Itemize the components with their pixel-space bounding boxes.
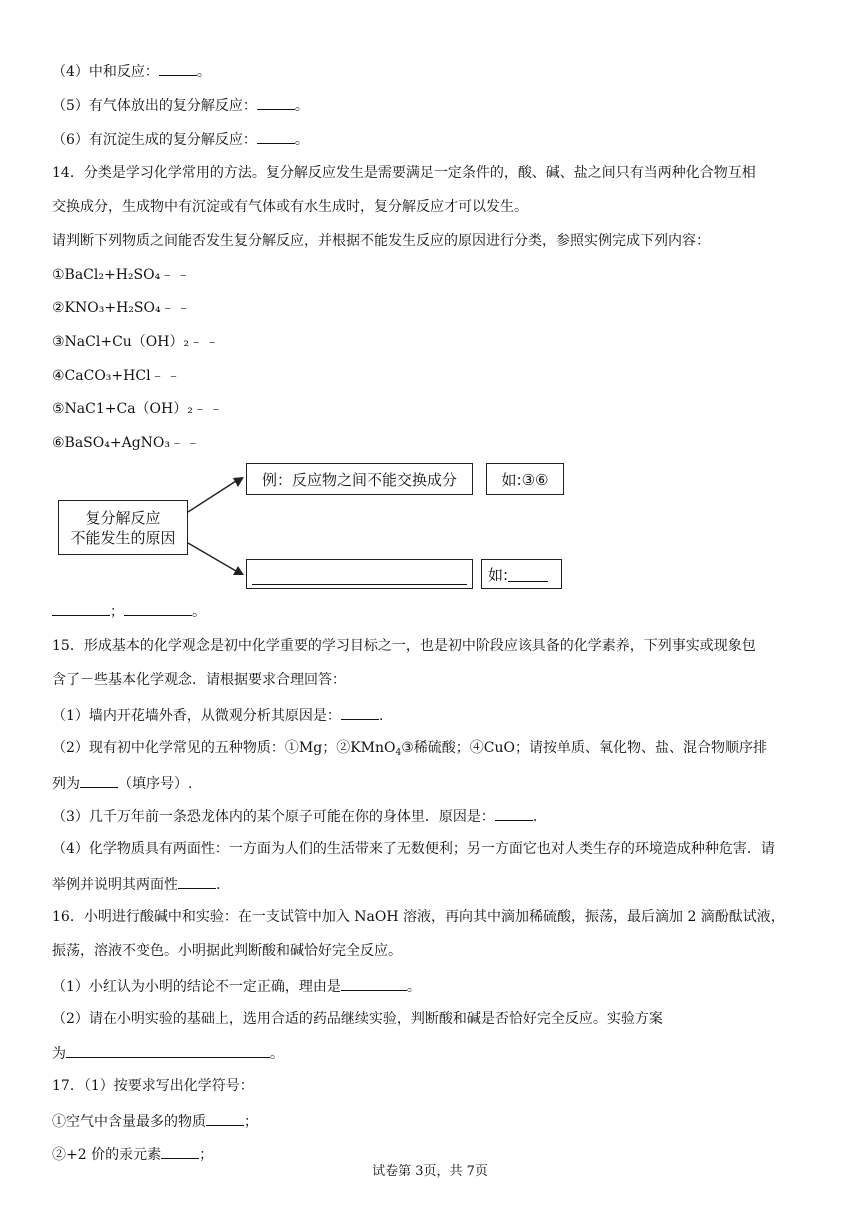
reaction-2: ②KNO₃+H₂SO₄﹣﹣: [52, 300, 193, 316]
answer-blank[interactable]: [341, 976, 407, 991]
q16-text-line-1: 16．小明进行酸碱中和实验：在一支试管中加入 NaOH 溶液，再向其中滴加稀硫酸，振荡，最后滴加 2 滴酚酞试液，: [52, 909, 785, 925]
q16-text-line-2: 振荡，溶液不变色。小明据此判断酸和碱恰好完全反应。: [52, 943, 402, 959]
q15-item-2: （2）现有初中化学常见的五种物质：①Mg；②KMnO$_4$③稀硫酸；④CuO；请按单质、氧化物、盐、混合物顺序排: [52, 740, 767, 758]
q16-item-2: （2）请在小明实验的基础上，选用合适的药品继续实验，判断酸和碱是否恰好完全反应。实验方案: [52, 1011, 663, 1027]
reaction-1: ①BaCl₂+H₂SO₄﹣﹣: [52, 267, 193, 283]
q16-item-2-continued: 为 。: [52, 1043, 284, 1063]
answer-blank[interactable]: [257, 129, 295, 144]
reaction-6: ⑥BaSO₄+AgNO₃﹣﹣: [52, 435, 203, 451]
q15-text-line-2: 含了－些基本化学观念．请根据要求合理回答：: [52, 672, 346, 688]
answer-blank[interactable]: [252, 570, 467, 585]
q17-item-1: ①空气中含量最多的物质 ；: [52, 1111, 258, 1131]
q16-item-1: （1）小红认为小明的结论不一定正确，理由是 。: [52, 976, 421, 996]
answer-blank[interactable]: [124, 601, 192, 616]
q13-item-4: （4）中和反应： 。: [52, 61, 211, 81]
q17-heading: 17．（1）按要求写出化学符号：: [52, 1078, 254, 1094]
q15-item-1: （1）墙内开花墙外香，从微观分析其原因是： .: [52, 705, 383, 725]
q13-item-5: （5）有气体放出的复分解反应： 。: [52, 95, 309, 115]
q14-text-line-2: 交换成分，生成物中有沉淀或有气体或有水生成时，复分解反应才可以发生。: [52, 199, 528, 215]
root-box: 复分解反应 不能发生的原因: [58, 500, 188, 555]
q14-instruction: 请判断下列物质之间能否发生复分解反应，并根据不能发生反应的原因进行分类，参照实例完成下列内容：: [52, 233, 710, 249]
q14-text-line-1: 14．分类是学习化学常用的方法。复分解反应发生是需要满足一定条件的，酸、碱、盐之间只有当两种化合物互相: [52, 165, 756, 181]
answer-blank[interactable]: [80, 773, 118, 788]
answer-blank[interactable]: [206, 1111, 244, 1126]
q15-item-3: （3）几千万年前一条恐龙体内的某个原子可能在你的身体里．原因是： .: [52, 806, 537, 826]
answer-blank[interactable]: [161, 1144, 199, 1159]
answer-blank[interactable]: [495, 806, 533, 821]
q13-item-6: （6）有沉淀生成的复分解反应： 。: [52, 129, 309, 149]
example-box: 例：反应物之间不能交换成分: [246, 463, 473, 495]
answer-blank[interactable]: [52, 601, 110, 616]
q15-item-4: （4）化学物质具有两面性：一方面为人们的生活带来了无数便利；另一方面它也对人类生存的环境造成种种危害．请: [52, 841, 775, 857]
answer-blank[interactable]: [159, 61, 197, 76]
example-reference-box: 如:③⑥: [486, 463, 564, 495]
answer-reason-box[interactable]: [246, 559, 473, 589]
answer-blank[interactable]: [66, 1043, 270, 1058]
reaction-3: ③NaCl+Cu（OH）₂﹣﹣: [52, 334, 222, 350]
q14-answer-line: ； 。: [52, 601, 206, 621]
reaction-5: ⑤NaC1+Ca（OH）₂﹣﹣: [52, 401, 225, 417]
answer-blank[interactable]: [257, 95, 295, 110]
answer-blank[interactable]: [178, 874, 216, 889]
q15-text-line-1: 15．形成基本的化学观念是初中化学重要的学习目标之一，也是初中阶段应该具备的化学素养，下列事实或现象包: [52, 638, 756, 654]
page-footer: 试卷第 3页，共 7页: [372, 1164, 488, 1179]
q17-item-2: ②+2 价的汞元素 ；: [52, 1144, 213, 1164]
answer-reference-box[interactable]: 如:: [481, 559, 562, 589]
answer-blank[interactable]: [341, 705, 379, 720]
answer-blank[interactable]: [508, 567, 548, 582]
q15-item-4-continued: 举例并说明其两面性 .: [52, 874, 220, 894]
reaction-4: ④CaCO₃+HCl﹣﹣: [52, 368, 183, 384]
q15-item-2-continued: 列为 （填序号）.: [52, 773, 192, 793]
